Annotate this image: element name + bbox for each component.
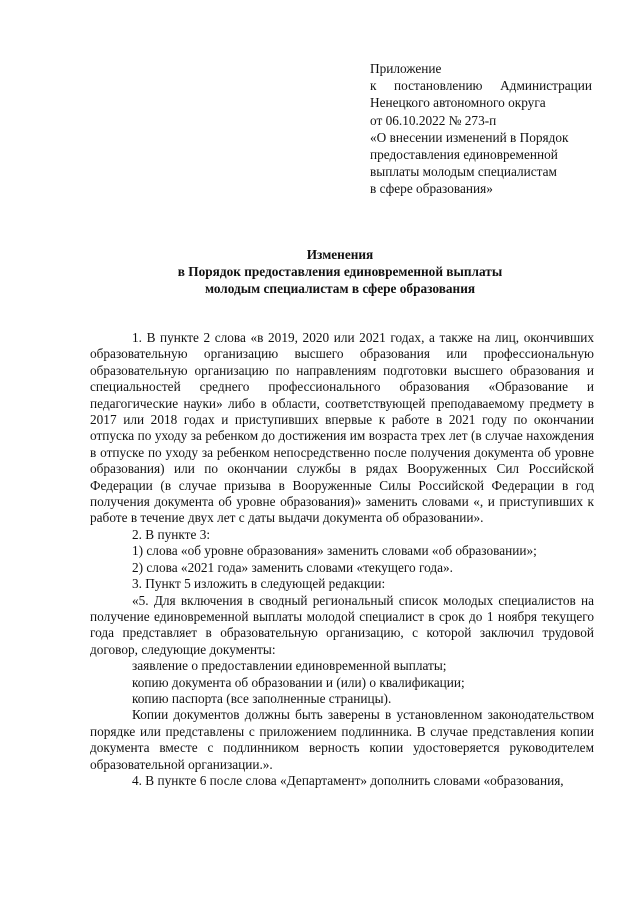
annex-line: выплаты молодым специалистам xyxy=(370,164,557,180)
annex-line: Приложение xyxy=(370,61,442,76)
paragraph-item-2: 2. В пункте 3: xyxy=(132,526,211,542)
document-heading xyxy=(90,246,590,298)
annex-word: Администрации xyxy=(500,78,592,94)
annex-word: к xyxy=(370,78,377,94)
paragraph-subitem-1: 1) слова «об уровне образования» заменить словами «об образовании»; xyxy=(132,543,537,559)
annex-line: в сфере образования» xyxy=(370,181,493,197)
document-list-item: копию документа об образовании и (или) о квалификации; xyxy=(132,674,465,690)
annex-line: «О внесении изменений в Порядок xyxy=(370,129,569,145)
paragraph-item-1: 1. В пункте 2 слова «в 2019, 2020 или 2021 годах, а также на лиц, окончивших образовательную организацию высшего образования или профессиональную образовательную организацию по направлениям подготовки высшего образования и специальностей среднего профессионального образования «Образование и педагогические науки» либо в области, соответствующей преподаваемому предмету в 2017 или 2018 годах и приступивших впервые к работе в 2021 году по окончании отпуска по уходу за ребенком до достижения им возраста трех лет (в случае нахождения в отпуске по уходу за ребенком непосредственно после получения документа об уровне образования) или по окончании службы в рядах Вооруженных Сил Российской Федерации (в случае призыва в Вооруженные Силы Российской Федерации в год получения документа об уровне образования)» заменить словами «, и приступивших к работе в течение двух лет с даты выдачи документа об образовании». xyxy=(90,330,594,526)
paragraph-item-5-text: «5. Для включения в сводный региональный список молодых специалистов на получение единовременной выплаты молодой специалист в срок до 1 ноября текущего года представляет в образовательную организацию, с которой заключил трудовой договор, следующие документы: xyxy=(90,592,594,657)
document-body xyxy=(90,330,594,789)
paragraph-copies: Копии документов должны быть заверены в установленном законодательством порядке или представлены с приложением подлинника. В случае представления копии документа вместе с подлинником верность копии удостоверяется руководителем образовательной организации.». xyxy=(90,707,594,772)
document-list-item: заявление о предоставлении единовременной выплаты; xyxy=(132,658,447,674)
heading-title: Изменения xyxy=(306,247,374,262)
paragraph-item-4: 4. В пункте 6 после слова «Департамент» дополнить словами «образования, xyxy=(132,772,564,788)
annex-line: от 06.10.2022 № 273-п xyxy=(370,112,497,128)
annex-line: Ненецкого автономного округа xyxy=(370,95,546,111)
heading-line: в Порядок предоставления единовременной выплаты xyxy=(177,264,503,280)
annex-line: предоставления единовременной xyxy=(370,147,558,163)
annex-line xyxy=(370,77,592,94)
paragraph-subitem-2: 2) слова «2021 года» заменить словами «текущего года». xyxy=(132,559,454,575)
annex-word: постановлению xyxy=(394,78,483,94)
document-list-item: копию паспорта (все заполненные страницы). xyxy=(132,690,392,706)
paragraph-item-3: 3. Пункт 5 изложить в следующей редакции: xyxy=(132,576,386,592)
heading-line: молодым специалистам в сфере образования xyxy=(204,281,476,297)
annex-block xyxy=(370,60,592,198)
